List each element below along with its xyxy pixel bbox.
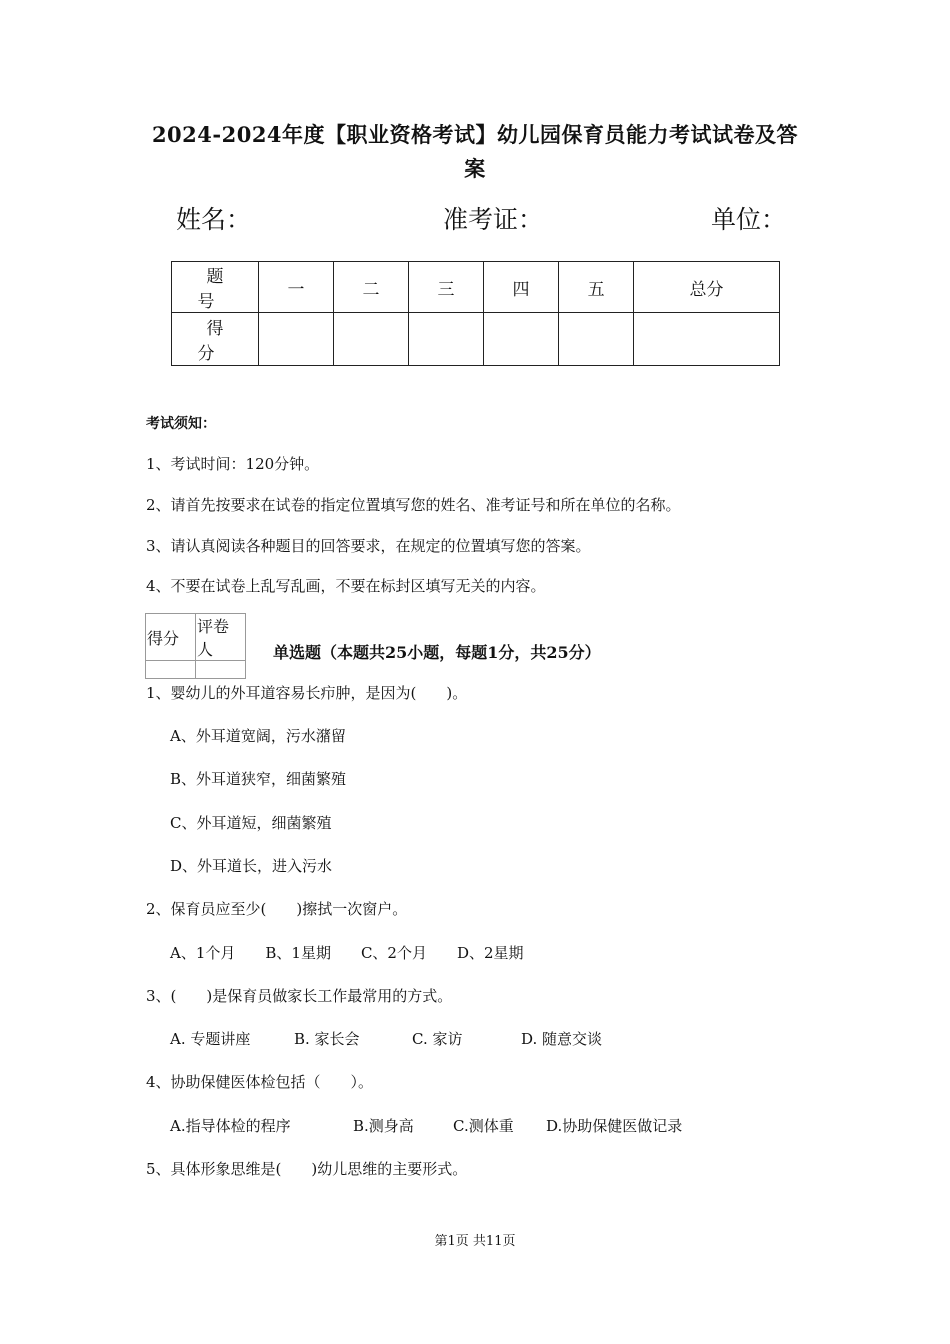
exam-id-label: 准考证： bbox=[443, 205, 544, 234]
question-4-option-d: D.协助保健医做记录 bbox=[546, 1117, 683, 1135]
note-item-1: 1、考试时间：120分钟。 bbox=[146, 455, 320, 473]
question-1-option-a: A、外耳道宽阔，污水潴留 bbox=[170, 727, 346, 745]
section-title: 单选题（本题共25小题，每题1分，共25分） bbox=[273, 643, 601, 662]
title-line-2: 案 bbox=[464, 156, 486, 181]
question-4-option-c: C.测体重 bbox=[453, 1117, 514, 1135]
question-4-option-b: B.测身高 bbox=[353, 1117, 414, 1135]
question-3: 3、( )是保育员做家长工作最常用的方式。 bbox=[146, 987, 453, 1005]
page-footer: 第1页 共11页 bbox=[434, 1234, 516, 1249]
question-4-option-a: A.指导体检的程序 bbox=[170, 1117, 291, 1135]
question-1: 1、婴幼儿的外耳道容易长疖肿，是因为( )。 bbox=[146, 684, 468, 702]
note-item-3: 3、请认真阅读各种题目的回答要求，在规定的位置填写您的答案。 bbox=[146, 537, 591, 555]
score-cell-1[interactable] bbox=[259, 313, 334, 366]
candidate-info-row bbox=[176, 200, 786, 240]
score-cell-3[interactable] bbox=[409, 313, 484, 366]
score-row-label: 得分 bbox=[172, 313, 259, 366]
question-3-option-a: A. 专题讲座 bbox=[170, 1030, 251, 1048]
header-cell-total: 总分 bbox=[634, 262, 780, 313]
question-3-option-c: C. 家访 bbox=[412, 1030, 463, 1048]
score-table bbox=[171, 261, 780, 366]
header-cell-3: 三 bbox=[409, 262, 484, 313]
unit-label: 单位： bbox=[711, 205, 787, 234]
question-5: 5、具体形象思维是( )幼儿思维的主要形式。 bbox=[146, 1160, 468, 1178]
question-1-option-d: D、外耳道长，进入污水 bbox=[170, 857, 333, 875]
header-cell-1: 一 bbox=[259, 262, 334, 313]
question-3-option-b: B. 家长会 bbox=[294, 1030, 360, 1048]
score-table-score-row bbox=[172, 313, 780, 366]
grader-box bbox=[145, 613, 246, 679]
header-cell-2: 二 bbox=[334, 262, 409, 313]
question-2: 2、保育员应至少( )擦拭一次窗户。 bbox=[146, 900, 408, 918]
question-2-options: A、1个月 B、1星期 C、2个月 D、2星期 bbox=[170, 944, 524, 962]
score-cell-5[interactable] bbox=[559, 313, 634, 366]
score-cell-2[interactable] bbox=[334, 313, 409, 366]
grader-reviewer-cell[interactable] bbox=[196, 661, 246, 679]
header-cell-4: 四 bbox=[484, 262, 559, 313]
header-cell-number: 题号 bbox=[172, 262, 259, 313]
question-1-option-b: B、外耳道狭窄，细菌繁殖 bbox=[170, 770, 347, 788]
note-item-2: 2、请首先按要求在试卷的指定位置填写您的姓名、准考证号和所在单位的名称。 bbox=[146, 496, 681, 514]
score-cell-4[interactable] bbox=[484, 313, 559, 366]
exam-title bbox=[130, 118, 820, 186]
score-cell-total[interactable] bbox=[634, 313, 780, 366]
grader-reviewer-label: 评卷人 bbox=[196, 614, 246, 661]
note-item-4: 4、不要在试卷上乱写乱画，不要在标封区填写无关的内容。 bbox=[146, 577, 546, 595]
name-label: 姓名： bbox=[176, 205, 252, 234]
grader-score-label: 得分 bbox=[146, 614, 196, 661]
score-table-header-row bbox=[172, 262, 780, 313]
question-4: 4、协助保健医体检包括（ ）。 bbox=[146, 1073, 374, 1091]
notes-title: 考试须知： bbox=[146, 416, 216, 432]
question-1-option-c: C、外耳道短，细菌繁殖 bbox=[170, 814, 332, 832]
title-line-1: 2024-2024年度【职业资格考试】幼儿园保育员能力考试试卷及答 bbox=[151, 122, 799, 147]
question-3-option-d: D. 随意交谈 bbox=[521, 1030, 603, 1048]
header-cell-5: 五 bbox=[559, 262, 634, 313]
grader-score-cell[interactable] bbox=[146, 661, 196, 679]
